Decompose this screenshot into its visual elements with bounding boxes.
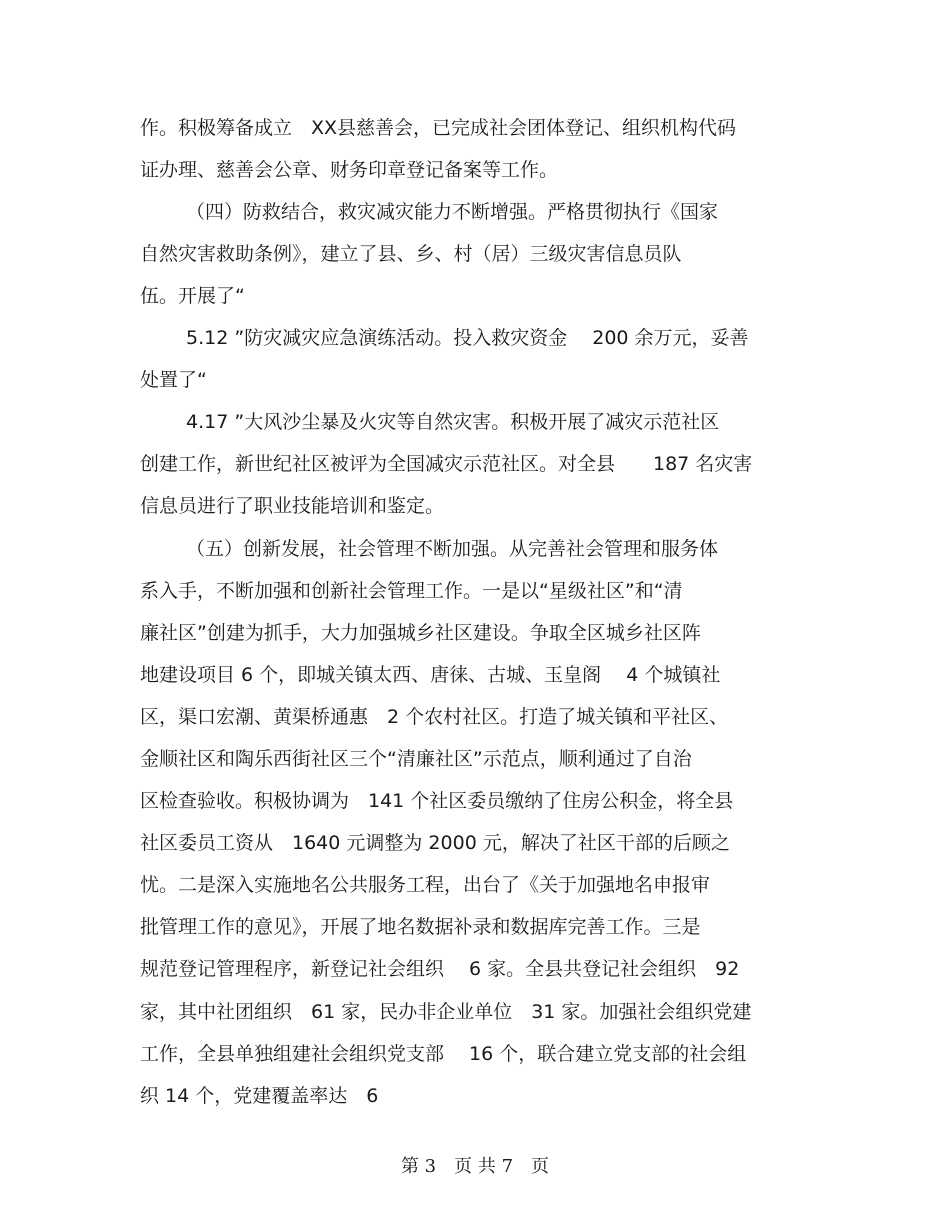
text-line: 4.17 ”大风沙尘暴及火灾等自然灾害。积极开展了减灾示范社区 [186, 411, 720, 433]
text-line: 规范登记管理程序，新登记社会组织 6 家。全县共登记社会组织 92 [140, 958, 740, 980]
text-line: 地建设项目 6 个，即城关镇太西、唐徕、古城、玉皇阁 4 个城镇社 [140, 664, 721, 686]
text-line: 系入手，不断加强和创新社会管理工作。一是以“星级社区”和“清 [140, 580, 683, 602]
text-line: 处置了“ [140, 369, 207, 391]
text-line: 作。积极筹备成立 XX县慈善会，已完成社会团体登记、组织机构代码 [140, 117, 737, 139]
text-line: 伍。开展了“ [140, 285, 245, 307]
text-line: 创建工作，新世纪社区被评为全国减灾示范社区。对全县 187 名灾害 [140, 453, 753, 475]
text-line: 区检查验收。积极协调为 141 个社区委员缴纳了住房公积金，将全县 [140, 790, 734, 812]
text-line: 5.12 ”防灾减灾应急演练活动。投入救灾资金 200 余万元，妥善 [186, 327, 749, 349]
text-line: （四）防救结合，救灾减灾能力不断增强。严格贯彻执行《国家 [186, 201, 719, 223]
text-line: 廉社区”创建为抓手，大力加强城乡社区建设。争取全区城乡社区阵 [140, 622, 701, 644]
text-line: 工作，全县单独组建社会组织党支部 16 个，联合建立党支部的社会组 [140, 1043, 747, 1065]
page-number-footer: 第 3 页 共 7 页 [400, 1156, 550, 1177]
text-line: （五）创新发展，社会管理不断加强。从完善社会管理和服务体 [186, 538, 719, 560]
text-line: 自然灾害救助条例》，建立了县、乡、村（居）三级灾害信息员队 [140, 243, 682, 265]
text-line: 证办理、慈善会公章、财务印章登记备案等工作。 [140, 159, 559, 181]
text-line: 社区委员工资从 1640 元调整为 2000 元，解决了社区干部的后顾之 [140, 832, 730, 854]
text-line: 织 14 个，党建覆盖率达 6 [140, 1085, 379, 1107]
text-line: 金顺社区和陶乐西街社区三个“清廉社区”示范点，顺利通过了自治 [140, 748, 692, 770]
text-line: 区，渠口宏潮、黄渠桥通惠 2 个农村社区。打造了城关镇和平社区、 [140, 706, 729, 728]
text-line: 家，其中社团组织 61 家，民办非企业单位 31 家。加强社会组织党建 [140, 1001, 752, 1023]
text-line: 忧。二是深入实施地名公共服务工程，出台了《关于加强地名申报审 [140, 874, 711, 896]
text-line: 信息员进行了职业技能培训和鉴定。 [140, 495, 445, 517]
text-line: 批管理工作的意见》，开展了地名数据补录和数据库完善工作。三是 [140, 916, 701, 938]
